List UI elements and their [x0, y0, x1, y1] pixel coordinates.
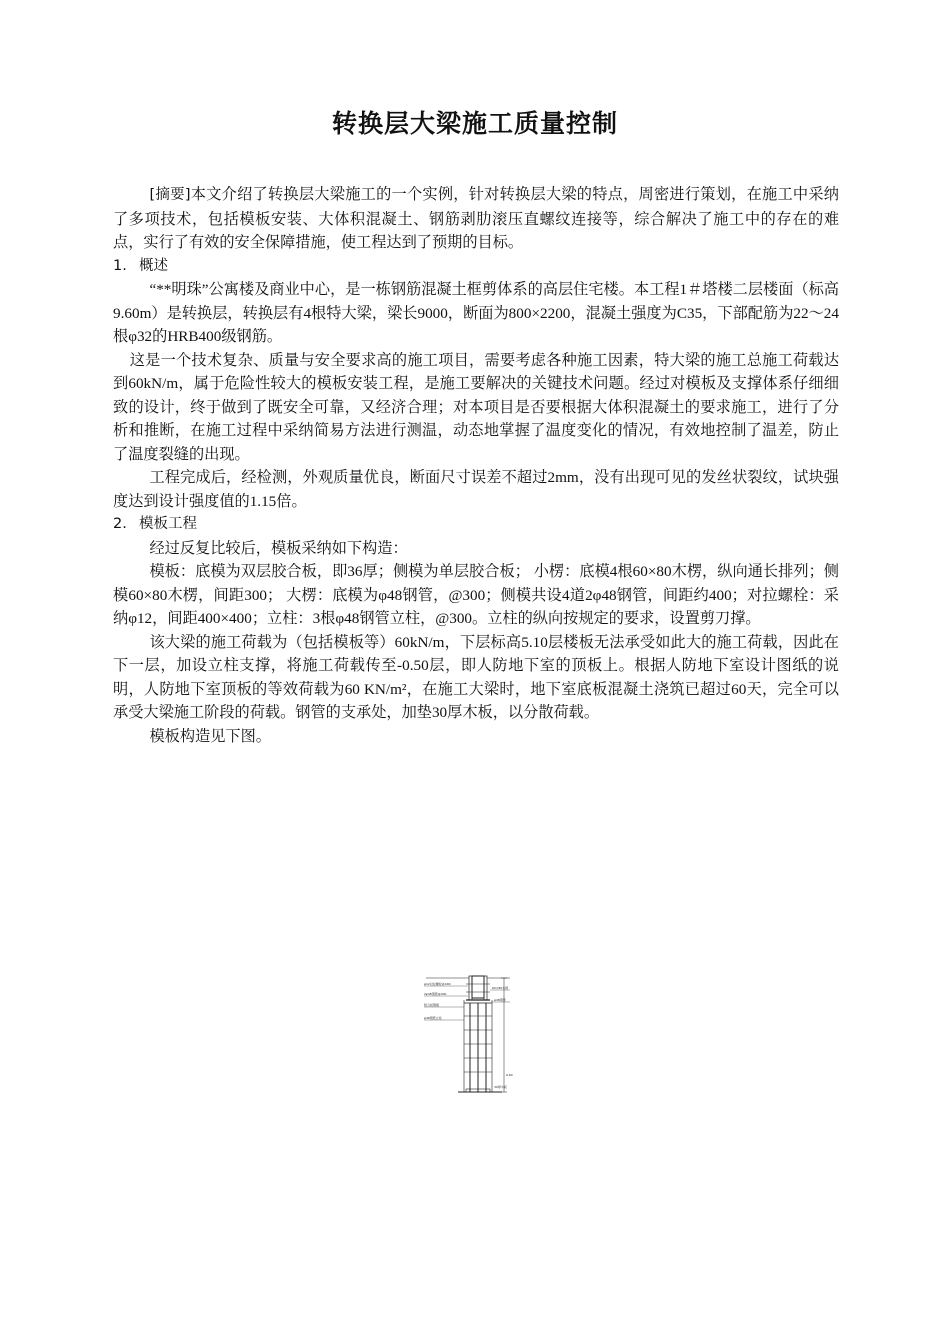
abstract-text: 本文介绍了转换层大梁施工的一个实例，针对转换层大梁的特点，周密进行策划，在施工中采纳了多项技术，包括模板安装、大体积混凝土、钢筋剥肋滚压直螺纹连接等，综合解决了施工中的存在的难点，实行了有效的安全保障措施，使工程达到了预期的目标。 — [113, 186, 839, 251]
section-1-title: 概述 — [139, 257, 168, 274]
section-2-paragraph-4: 模板构造见下图。 — [149, 727, 271, 745]
section-1-number: 1. — [113, 257, 127, 274]
beam-section — [472, 976, 484, 998]
section-1-heading — [113, 255, 839, 279]
formwork-diagram — [418, 972, 520, 1098]
figure-label-left-4: φ48钢管立柱 — [424, 1016, 442, 1020]
section-2-number: 2. — [113, 516, 127, 532]
section-1-paragraph-1: “**明珠”公寓楼及商业中心，是一栋钢筋混凝土框剪体系的高层住宅楼。本工程1＃塔楼二层楼面（标高9.60m）是转换层，转换层有4根特大梁，梁长9000，断面为800×2200，混凝土强度为C35，下部配筋为22～24根φ32的HRB400级钢筋。 — [113, 281, 839, 345]
figure-label-left-2: 2φ48钢管@400 — [424, 992, 447, 996]
section-2-paragraph-3: 该大梁的施工荷载为（包括模板等）60kN/m，下层标高5.10层楼板无法承受如此大的施工荷载，因此在下一层，加设立柱支撑，将施工荷载传至-0.50层，即人防地下室的顶板上。根据人防地下室设计图纸的说明，人防地下室顶板的等效荷载为60 KN/m²，在施工大梁时，地下室底板混凝土浇筑已超过60天，完全可以承受大梁施工阶段的荷载。钢管的支承处，加垫30厚木板，以分散荷载。 — [113, 633, 839, 721]
document-body — [113, 183, 839, 748]
section-2-title: 模板工程 — [139, 516, 197, 532]
abstract-paragraph — [113, 183, 839, 255]
figure-label-right-3: 30厚木板 — [494, 1085, 507, 1089]
figure-label-left-1: φ12对拉螺栓@400 — [424, 982, 451, 986]
figure-label-right-2: φ48钢管 — [494, 998, 506, 1002]
document-title: 转换层大梁施工质量控制 — [331, 109, 618, 138]
figure-dimension: 9.60 — [506, 1073, 513, 1077]
section-1-paragraph-3: 工程完成后，经检测，外观质量优良，断面尺寸误差不超过2mm，没有出现可见的发丝状裂纹，试块强度达到设计强度值的1.15倍。 — [113, 469, 839, 510]
figure-label-left-3: 胶合板侧模 — [424, 1003, 440, 1007]
section-1-paragraph-2: 这是一个技术复杂、质量与安全要求高的施工项目，需要考虑各种施工因素，特大梁的施工总施工荷载达到60kN/m，属于危险性较大的模板安装工程，是施工要解决的关键技术问题。经过对模板及支撑体系仔细细致的设计，终于做到了既安全可靠，又经济合理；对本项目是否要根据大体积混凝土的要求施工，进行了分析和推断，在施工过程中采纳简易方法进行测温，动态地掌握了温度变化的情况，有效地控制了温差，防止了温度裂缝的出现。 — [113, 351, 839, 463]
section-2-paragraph-2: 模板：底模为双层胶合板，即36厚；侧模为单层胶合板； 小楞：底模4根60×80木楞，纵向通长排列；侧模60×80木楞，间距300； 大楞：底模为φ48钢管，@300；侧模共设4道2φ48钢管，间距约400；对拉螺栓：采纳φ12，间距400×400；立柱：3根φ48钢管立柱，@300。立柱的纵向按规定的要求，设置剪刀撑。 — [113, 563, 839, 627]
section-2-paragraph-1: 经过反复比较后，模板采纳如下构造： — [149, 539, 408, 557]
section-2-heading — [113, 513, 839, 537]
abstract-label: [摘要] — [149, 187, 191, 203]
figure-label-right-1: 60×80木楞 — [492, 986, 509, 990]
